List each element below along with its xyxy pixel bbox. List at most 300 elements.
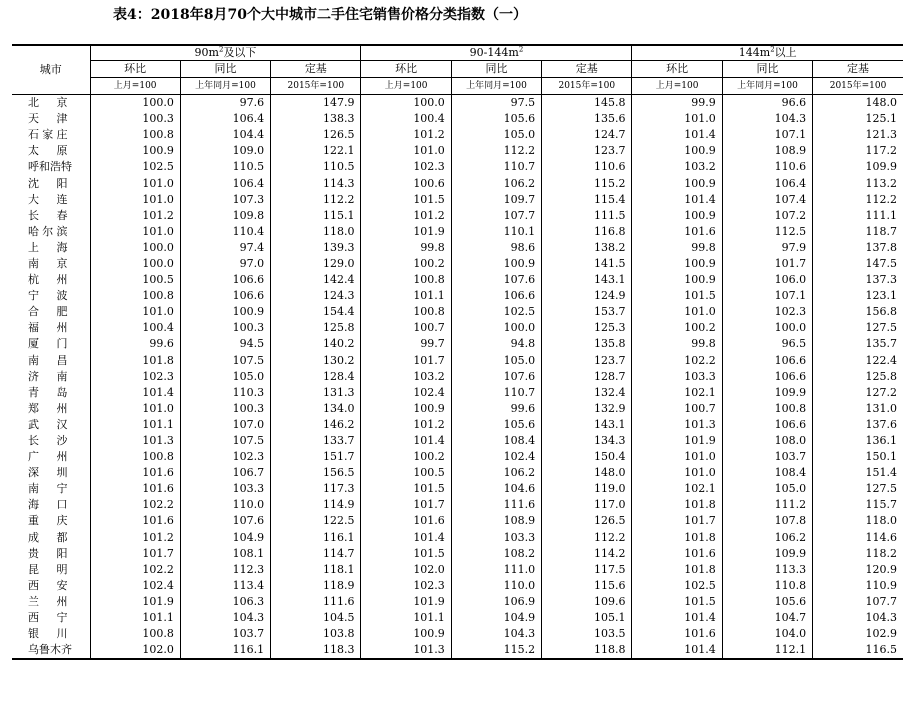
- index-value: 101.4: [90, 385, 180, 401]
- index-value: 110.6: [722, 159, 812, 175]
- index-value: 97.5: [451, 95, 541, 112]
- city-name: 广州: [28, 450, 68, 464]
- index-value: 101.3: [632, 417, 722, 433]
- index-value: 104.3: [722, 111, 812, 127]
- index-value: 106.6: [451, 288, 541, 304]
- group-label: 144m: [738, 46, 771, 59]
- index-value: 101.0: [632, 465, 722, 481]
- index-value: 103.2: [361, 369, 451, 385]
- index-value: 100.9: [180, 304, 270, 320]
- index-value: 134.0: [271, 401, 361, 417]
- index-value: 105.0: [722, 481, 812, 497]
- index-value: 106.3: [180, 594, 270, 610]
- index-value: 100.3: [90, 111, 180, 127]
- index-value: 132.4: [542, 385, 632, 401]
- index-value: 102.2: [632, 353, 722, 369]
- index-value: 125.3: [542, 320, 632, 336]
- table-row: [12, 159, 903, 175]
- index-value: 101.8: [632, 530, 722, 546]
- index-value: 101.5: [632, 594, 722, 610]
- index-value: 102.5: [632, 578, 722, 594]
- index-value: 110.5: [271, 159, 361, 175]
- index-value: 100.9: [632, 256, 722, 272]
- table-row: [12, 240, 903, 256]
- index-value: 102.2: [90, 562, 180, 578]
- index-value: 110.6: [542, 159, 632, 175]
- index-value: 107.1: [722, 288, 812, 304]
- index-value: 97.9: [722, 240, 812, 256]
- table-row: [12, 95, 903, 112]
- index-value: 101.1: [90, 610, 180, 626]
- index-value: 100.2: [632, 320, 722, 336]
- index-value: 101.8: [90, 353, 180, 369]
- city-name: 南京: [28, 256, 68, 270]
- index-value: 100.7: [361, 320, 451, 336]
- city-name: 北京: [28, 96, 68, 110]
- index-value: 106.6: [722, 353, 812, 369]
- index-value: 101.2: [90, 208, 180, 224]
- table-row: [12, 320, 903, 336]
- index-value: 115.4: [542, 192, 632, 208]
- index-value: 118.2: [813, 546, 903, 562]
- index-value: 109.9: [722, 546, 812, 562]
- index-value: 99.8: [361, 240, 451, 256]
- city-name: 长沙: [28, 434, 68, 448]
- index-value: 148.0: [813, 95, 903, 112]
- index-value: 110.1: [451, 224, 541, 240]
- index-value: 147.9: [271, 95, 361, 112]
- index-value: 135.8: [542, 336, 632, 352]
- index-value: 131.3: [271, 385, 361, 401]
- index-value: 111.2: [722, 497, 812, 513]
- index-value: 131.0: [813, 401, 903, 417]
- index-value: 125.8: [271, 320, 361, 336]
- index-value: 104.3: [813, 610, 903, 626]
- index-value: 150.1: [813, 449, 903, 465]
- index-value: 101.1: [361, 610, 451, 626]
- index-value: 107.6: [451, 272, 541, 288]
- index-value: 124.7: [542, 127, 632, 143]
- index-value: 124.3: [271, 288, 361, 304]
- index-value: 97.4: [180, 240, 270, 256]
- group-header-small: [90, 45, 361, 61]
- group-label-suffix: 以上: [774, 46, 797, 59]
- index-value: 104.6: [451, 481, 541, 497]
- index-value: 138.3: [271, 111, 361, 127]
- group-header-medium: [361, 45, 632, 61]
- index-value: 122.4: [813, 353, 903, 369]
- index-value: 109.0: [180, 143, 270, 159]
- base-header: 上年同月=100: [180, 78, 270, 95]
- index-value: 107.2: [722, 208, 812, 224]
- index-value: 110.4: [180, 224, 270, 240]
- index-value: 113.4: [180, 578, 270, 594]
- index-value: 99.9: [632, 95, 722, 112]
- index-value: 100.4: [361, 111, 451, 127]
- city-name: 南昌: [28, 353, 68, 367]
- index-value: 101.0: [361, 143, 451, 159]
- city-name: 宁波: [28, 289, 68, 303]
- index-value: 116.8: [542, 224, 632, 240]
- index-value: 147.5: [813, 256, 903, 272]
- index-value: 103.7: [722, 449, 812, 465]
- base-header: 上月=100: [632, 78, 722, 95]
- index-value: 94.5: [180, 336, 270, 352]
- city-name: 杭州: [28, 273, 68, 287]
- index-value: 98.6: [451, 240, 541, 256]
- index-value: 102.4: [90, 578, 180, 594]
- index-value: 104.9: [180, 530, 270, 546]
- sub-header: 环比: [90, 61, 180, 78]
- table-row: [12, 288, 903, 304]
- index-value: 100.8: [361, 304, 451, 320]
- index-value: 110.7: [451, 385, 541, 401]
- table-title: 表4：2018年8月70个大中城市二手住宅销售价格分类指数（一）: [113, 7, 527, 23]
- sub-header: 定基: [813, 61, 903, 78]
- index-value: 103.5: [542, 626, 632, 642]
- index-value: 101.0: [90, 304, 180, 320]
- group-label-suffix: 及以下: [223, 46, 257, 59]
- index-value: 100.8: [90, 127, 180, 143]
- index-value: 111.1: [813, 208, 903, 224]
- index-value: 107.5: [180, 353, 270, 369]
- index-value: 123.1: [813, 288, 903, 304]
- index-value: 100.9: [632, 272, 722, 288]
- index-value: 146.2: [271, 417, 361, 433]
- index-value: 102.0: [361, 562, 451, 578]
- index-value: 132.9: [542, 401, 632, 417]
- city-name: 上海: [28, 240, 68, 254]
- city-name: 西宁: [28, 611, 68, 625]
- index-value: 101.6: [632, 546, 722, 562]
- index-value: 106.6: [180, 288, 270, 304]
- city-name: 昆明: [28, 562, 68, 576]
- index-value: 103.3: [451, 530, 541, 546]
- index-value: 100.9: [632, 208, 722, 224]
- city-name: 长春: [28, 208, 68, 222]
- index-value: 108.9: [722, 143, 812, 159]
- group-header-large: [632, 45, 903, 61]
- index-value: 110.9: [813, 578, 903, 594]
- index-value: 105.6: [451, 417, 541, 433]
- index-value: 102.3: [90, 369, 180, 385]
- table-row: [12, 546, 903, 562]
- index-value: 112.2: [451, 143, 541, 159]
- index-value: 115.1: [271, 208, 361, 224]
- index-value: 140.2: [271, 336, 361, 352]
- base-header: 上月=100: [361, 78, 451, 95]
- index-value: 115.7: [813, 497, 903, 513]
- index-value: 101.9: [361, 594, 451, 610]
- index-value: 104.3: [180, 610, 270, 626]
- index-value: 103.3: [180, 481, 270, 497]
- city-name: 沈阳: [28, 176, 68, 190]
- index-value: 100.3: [180, 320, 270, 336]
- index-value: 102.4: [451, 449, 541, 465]
- index-value: 100.8: [90, 449, 180, 465]
- index-value: 117.2: [813, 143, 903, 159]
- index-value: 101.0: [90, 224, 180, 240]
- index-value: 120.9: [813, 562, 903, 578]
- index-value: 101.8: [632, 497, 722, 513]
- table-row: [12, 401, 903, 417]
- table-row: [12, 481, 903, 497]
- table-row: [12, 578, 903, 594]
- index-value: 141.5: [542, 256, 632, 272]
- table-row: [12, 642, 903, 659]
- index-value: 104.5: [271, 610, 361, 626]
- city-name: 南宁: [28, 482, 68, 496]
- index-value: 109.9: [813, 159, 903, 175]
- index-value: 111.5: [542, 208, 632, 224]
- index-value: 125.1: [813, 111, 903, 127]
- index-value: 107.7: [451, 208, 541, 224]
- base-header: 2015年=100: [813, 78, 903, 95]
- index-value: 112.5: [722, 224, 812, 240]
- index-value: 126.5: [542, 513, 632, 529]
- index-value: 107.8: [722, 513, 812, 529]
- index-value: 105.0: [180, 369, 270, 385]
- index-value: 105.0: [451, 127, 541, 143]
- index-value: 114.7: [271, 546, 361, 562]
- index-value: 99.8: [632, 240, 722, 256]
- city-name: 呼和浩特: [28, 160, 72, 174]
- index-value: 100.8: [90, 626, 180, 642]
- city-name: 福州: [28, 321, 68, 335]
- index-value: 116.5: [813, 642, 903, 659]
- table-header: [12, 45, 903, 95]
- index-value: 101.8: [632, 562, 722, 578]
- index-value: 118.0: [271, 224, 361, 240]
- index-value: 94.8: [451, 336, 541, 352]
- index-value: 99.8: [632, 336, 722, 352]
- index-value: 156.8: [813, 304, 903, 320]
- index-value: 102.3: [361, 159, 451, 175]
- index-value: 112.3: [180, 562, 270, 578]
- table-row: [12, 594, 903, 610]
- city-name: 武汉: [28, 417, 68, 431]
- index-value: 101.3: [361, 642, 451, 659]
- table-row: [12, 610, 903, 626]
- table-row: [12, 449, 903, 465]
- sub-header: 同比: [180, 61, 270, 78]
- index-value: 100.9: [361, 626, 451, 642]
- index-value: 101.6: [90, 465, 180, 481]
- index-value: 102.0: [90, 642, 180, 659]
- index-value: 100.9: [451, 256, 541, 272]
- table-row: [12, 353, 903, 369]
- table-row: [12, 304, 903, 320]
- index-value: 137.6: [813, 417, 903, 433]
- index-value: 97.6: [180, 95, 270, 112]
- index-value: 99.6: [451, 401, 541, 417]
- city-name: 太原: [28, 144, 68, 158]
- table-row: [12, 143, 903, 159]
- index-value: 107.6: [180, 513, 270, 529]
- index-value: 128.7: [542, 369, 632, 385]
- index-value: 100.5: [90, 272, 180, 288]
- index-value: 136.1: [813, 433, 903, 449]
- index-value: 115.2: [451, 642, 541, 659]
- index-value: 100.6: [361, 175, 451, 191]
- index-value: 101.0: [90, 401, 180, 417]
- index-value: 101.7: [90, 546, 180, 562]
- index-value: 115.6: [542, 578, 632, 594]
- table-body: [12, 95, 903, 660]
- index-value: 107.7: [813, 594, 903, 610]
- index-value: 125.8: [813, 369, 903, 385]
- index-value: 151.4: [813, 465, 903, 481]
- index-value: 110.0: [180, 497, 270, 513]
- index-value: 145.8: [542, 95, 632, 112]
- index-value: 118.1: [271, 562, 361, 578]
- index-value: 129.0: [271, 256, 361, 272]
- index-value: 106.6: [722, 417, 812, 433]
- index-value: 104.3: [451, 626, 541, 642]
- index-value: 101.2: [361, 208, 451, 224]
- index-value: 100.0: [90, 256, 180, 272]
- base-header: 上年同月=100: [722, 78, 812, 95]
- index-value: 101.4: [632, 642, 722, 659]
- table-row: [12, 497, 903, 513]
- index-value: 107.5: [180, 433, 270, 449]
- index-value: 105.6: [722, 594, 812, 610]
- index-value: 102.9: [813, 626, 903, 642]
- table-row: [12, 385, 903, 401]
- index-value: 101.3: [90, 433, 180, 449]
- index-value: 100.9: [632, 143, 722, 159]
- index-value: 101.7: [361, 353, 451, 369]
- index-value: 101.5: [361, 192, 451, 208]
- index-value: 117.3: [271, 481, 361, 497]
- index-value: 150.4: [542, 449, 632, 465]
- table-row: [12, 175, 903, 191]
- index-value: 127.2: [813, 385, 903, 401]
- table-row: [12, 272, 903, 288]
- city-name: 石家庄: [28, 128, 68, 142]
- index-value: 108.1: [180, 546, 270, 562]
- table-row: [12, 530, 903, 546]
- index-value: 143.1: [542, 272, 632, 288]
- index-value: 101.9: [90, 594, 180, 610]
- index-value: 111.6: [451, 497, 541, 513]
- index-value: 138.2: [542, 240, 632, 256]
- index-value: 114.2: [542, 546, 632, 562]
- index-value: 99.7: [361, 336, 451, 352]
- index-value: 100.2: [361, 256, 451, 272]
- city-name: 天津: [28, 112, 68, 126]
- table-row: [12, 256, 903, 272]
- city-name: 厦门: [28, 337, 68, 351]
- index-value: 117.5: [542, 562, 632, 578]
- city-name: 兰州: [28, 594, 68, 608]
- index-value: 101.9: [361, 224, 451, 240]
- index-value: 96.6: [722, 95, 812, 112]
- index-value: 124.9: [542, 288, 632, 304]
- index-value: 135.6: [542, 111, 632, 127]
- index-value: 101.0: [632, 449, 722, 465]
- city-name: 大连: [28, 192, 68, 206]
- index-value: 114.9: [271, 497, 361, 513]
- index-value: 100.7: [632, 401, 722, 417]
- sub-header: 同比: [451, 61, 541, 78]
- index-value: 121.3: [813, 127, 903, 143]
- index-value: 110.0: [451, 578, 541, 594]
- index-value: 154.4: [271, 304, 361, 320]
- city-name: 西安: [28, 578, 68, 592]
- index-value: 108.2: [451, 546, 541, 562]
- index-value: 134.3: [542, 433, 632, 449]
- index-value: 112.1: [722, 642, 812, 659]
- index-value: 118.0: [813, 513, 903, 529]
- city-name: 哈尔滨: [28, 224, 68, 238]
- index-value: 101.0: [90, 175, 180, 191]
- index-value: 135.7: [813, 336, 903, 352]
- index-value: 103.7: [180, 626, 270, 642]
- index-value: 100.0: [90, 240, 180, 256]
- index-value: 100.0: [90, 95, 180, 112]
- index-value: 100.8: [361, 272, 451, 288]
- index-value: 101.6: [361, 513, 451, 529]
- index-value: 123.7: [542, 143, 632, 159]
- sub-header: 同比: [722, 61, 812, 78]
- index-value: 117.0: [542, 497, 632, 513]
- index-value: 101.4: [632, 610, 722, 626]
- index-value: 102.1: [632, 385, 722, 401]
- city-name: 银川: [28, 627, 68, 641]
- table-row: [12, 111, 903, 127]
- table-row: [12, 369, 903, 385]
- city-name: 济南: [28, 369, 68, 383]
- base-header: 上月=100: [90, 78, 180, 95]
- index-value: 101.4: [361, 530, 451, 546]
- index-value: 116.1: [271, 530, 361, 546]
- group-label-sup: 2: [518, 45, 524, 54]
- index-value: 118.9: [271, 578, 361, 594]
- base-header: 上年同月=100: [451, 78, 541, 95]
- index-value: 101.6: [632, 224, 722, 240]
- base-header: 2015年=100: [542, 78, 632, 95]
- table-row: [12, 513, 903, 529]
- group-label: 90m: [194, 46, 219, 59]
- index-value: 106.6: [722, 369, 812, 385]
- index-value: 106.9: [451, 594, 541, 610]
- index-value: 101.4: [632, 127, 722, 143]
- table-row: [12, 224, 903, 240]
- index-value: 101.6: [632, 626, 722, 642]
- index-value: 104.7: [722, 610, 812, 626]
- index-value: 100.0: [722, 320, 812, 336]
- base-header-row: [12, 78, 903, 95]
- index-value: 96.5: [722, 336, 812, 352]
- index-value: 101.5: [361, 481, 451, 497]
- table-row: [12, 465, 903, 481]
- sub-header: 环比: [632, 61, 722, 78]
- index-value: 106.7: [180, 465, 270, 481]
- index-value: 101.2: [90, 530, 180, 546]
- index-value: 105.6: [451, 111, 541, 127]
- sub-header: 环比: [361, 61, 451, 78]
- index-value: 111.6: [271, 594, 361, 610]
- index-value: 104.4: [180, 127, 270, 143]
- table-row: [12, 562, 903, 578]
- index-value: 100.9: [361, 401, 451, 417]
- index-value: 109.6: [542, 594, 632, 610]
- index-value: 101.2: [361, 417, 451, 433]
- index-value: 142.4: [271, 272, 361, 288]
- index-value: 106.2: [451, 465, 541, 481]
- index-value: 114.6: [813, 530, 903, 546]
